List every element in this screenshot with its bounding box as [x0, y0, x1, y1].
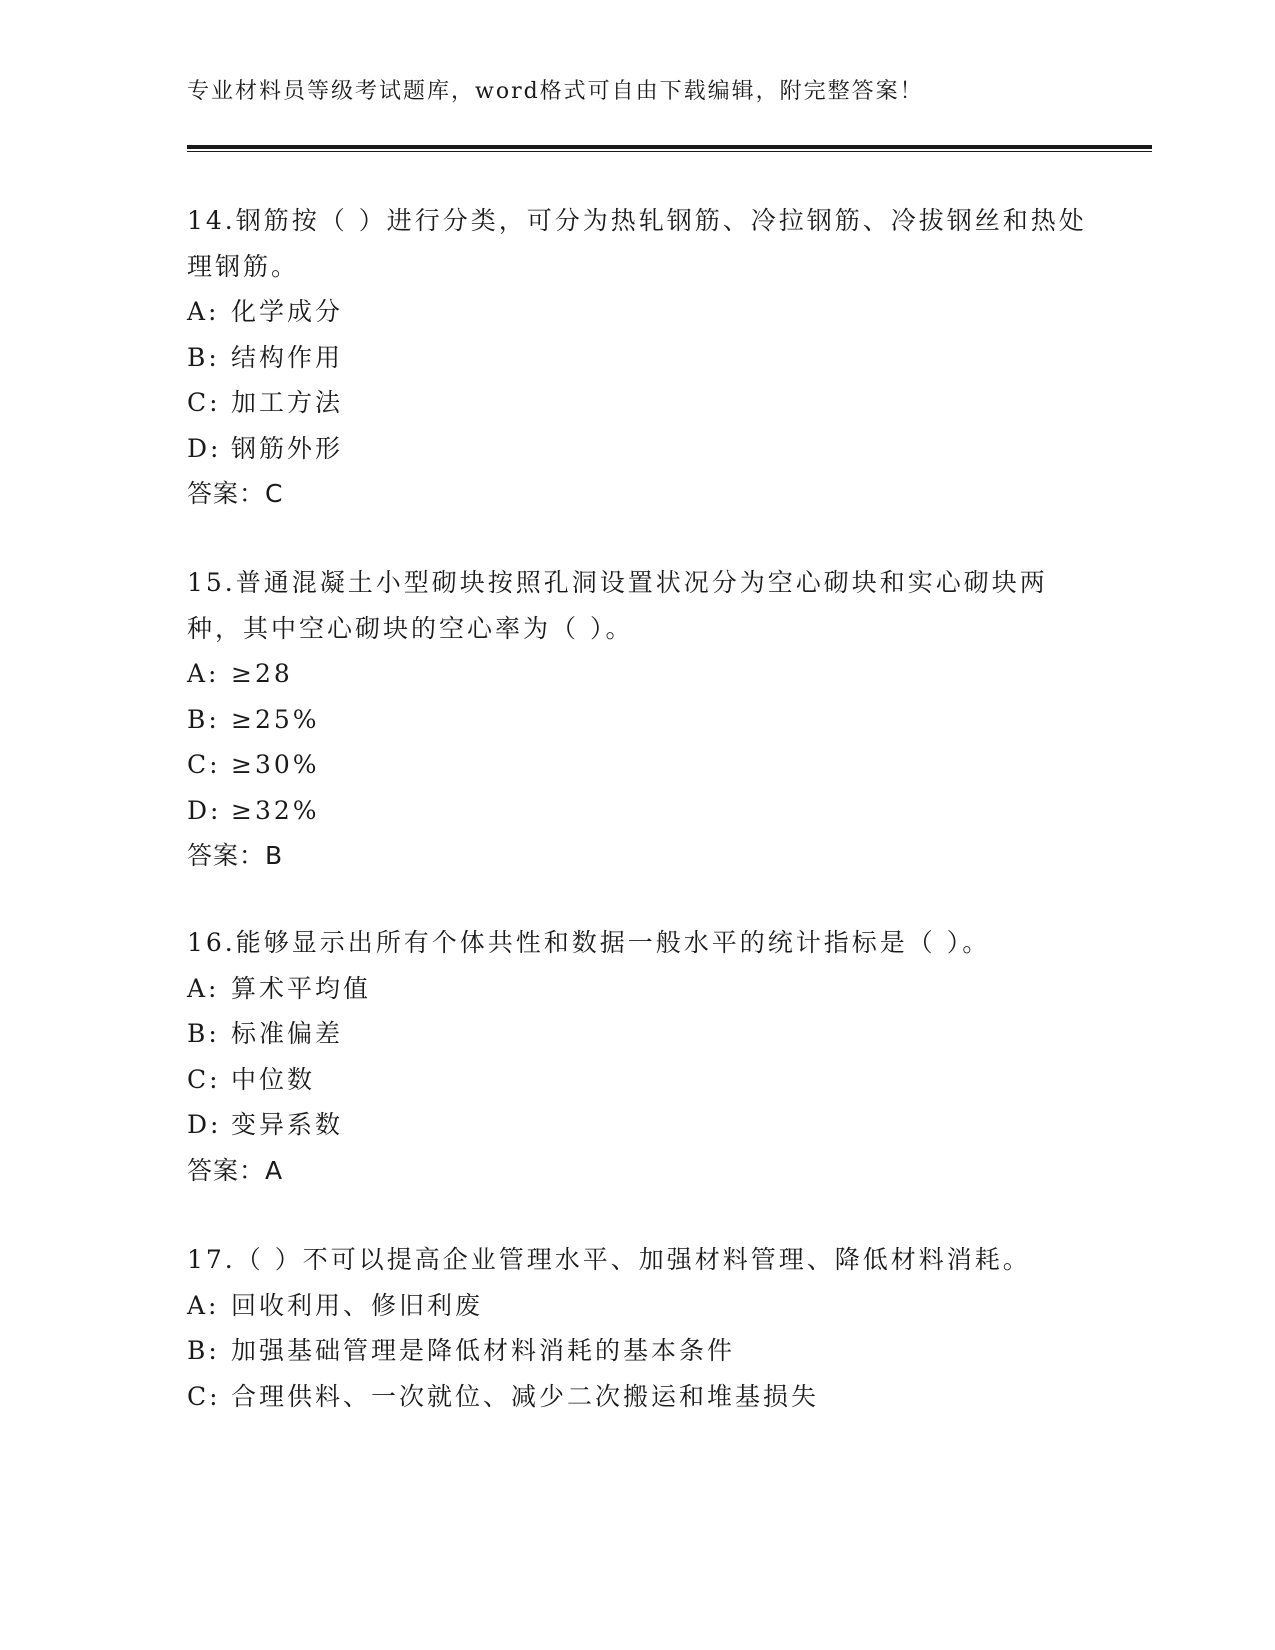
option-d: [187, 1102, 1087, 1148]
question-stem: 14.钢筋按（ ）进行分类，可分为热轧钢筋、冷拉钢筋、冷拔钢丝和热处理钢筋。: [187, 206, 1087, 281]
option-b: [187, 697, 1087, 743]
option-letter: D:: [187, 433, 222, 463]
option-text: ≥25%: [231, 704, 320, 734]
option-b: [187, 1011, 1087, 1057]
answer-text: 答案：C: [187, 479, 284, 508]
option-letter: B:: [187, 342, 220, 372]
option-letter: B:: [187, 704, 220, 734]
option-text: 回收利用、修旧利废: [231, 1290, 484, 1320]
option-a: [187, 651, 1087, 697]
header-divider-thick: [187, 145, 1152, 149]
option-letter: A:: [187, 1290, 220, 1320]
option-text: 合理供料、一次就位、减少二次搬运和堆基损失: [231, 1381, 820, 1411]
option-a: [187, 1283, 1087, 1329]
option-text: ≥30%: [231, 750, 320, 779]
option-c: [187, 742, 1087, 788]
question-16: [187, 920, 1087, 1193]
question-stem: 17.（ ）不可以提高企业管理水平、加强材料管理、降低材料消耗。: [187, 1245, 1031, 1274]
option-text: 变异系数: [231, 1110, 344, 1139]
question-15: [187, 560, 1087, 879]
option-d: [187, 426, 1087, 472]
option-letter: A:: [187, 973, 220, 1003]
option-a: [187, 966, 1087, 1012]
option-text: 结构作用: [231, 342, 344, 372]
option-letter: B:: [187, 1019, 220, 1048]
option-text: 标准偏差: [231, 1019, 344, 1048]
question-14: [187, 198, 1087, 517]
option-letter: C:: [187, 750, 221, 779]
option-letter: D:: [187, 795, 222, 825]
answer-text: 答案：B: [187, 841, 284, 870]
option-letter: C:: [187, 388, 221, 417]
option-b: [187, 335, 1087, 381]
option-c: [187, 380, 1087, 426]
option-c: [187, 1057, 1087, 1103]
question-17: [187, 1237, 1087, 1419]
option-letter: D:: [187, 1110, 222, 1139]
header-divider-thin: [187, 151, 1152, 152]
option-text: 加强基础管理是降低材料消耗的基本条件: [231, 1336, 736, 1365]
option-c: [187, 1374, 1087, 1420]
option-text: 中位数: [231, 1064, 316, 1094]
option-a: [187, 289, 1087, 335]
option-letter: B:: [187, 1336, 220, 1365]
option-letter: C:: [187, 1064, 221, 1094]
question-stem: 15.普通混凝土小型砌块按照孔洞设置状况分为空心砌块和实心砌块两种，其中空心砌块的空心率为（ ）。: [187, 568, 1048, 643]
option-letter: A:: [187, 659, 220, 688]
option-text: 化学成分: [231, 297, 344, 326]
option-letter: C:: [187, 1381, 221, 1411]
option-text: ≥28: [231, 659, 293, 688]
option-text: ≥32%: [231, 795, 320, 825]
question-stem: 16.能够显示出所有个体共性和数据一般水平的统计指标是（ ）。: [187, 928, 991, 957]
option-text: 加工方法: [231, 388, 344, 417]
option-text: 钢筋外形: [231, 433, 344, 463]
option-letter: A:: [187, 297, 220, 326]
answer-text: 答案：A: [187, 1155, 284, 1185]
page-header-text: 专业材料员等级考试题库，word格式可自由下载编辑，附完整答案！: [187, 79, 924, 104]
option-b: [187, 1328, 1087, 1374]
option-d: [187, 788, 1087, 834]
option-text: 算术平均值: [231, 973, 372, 1003]
